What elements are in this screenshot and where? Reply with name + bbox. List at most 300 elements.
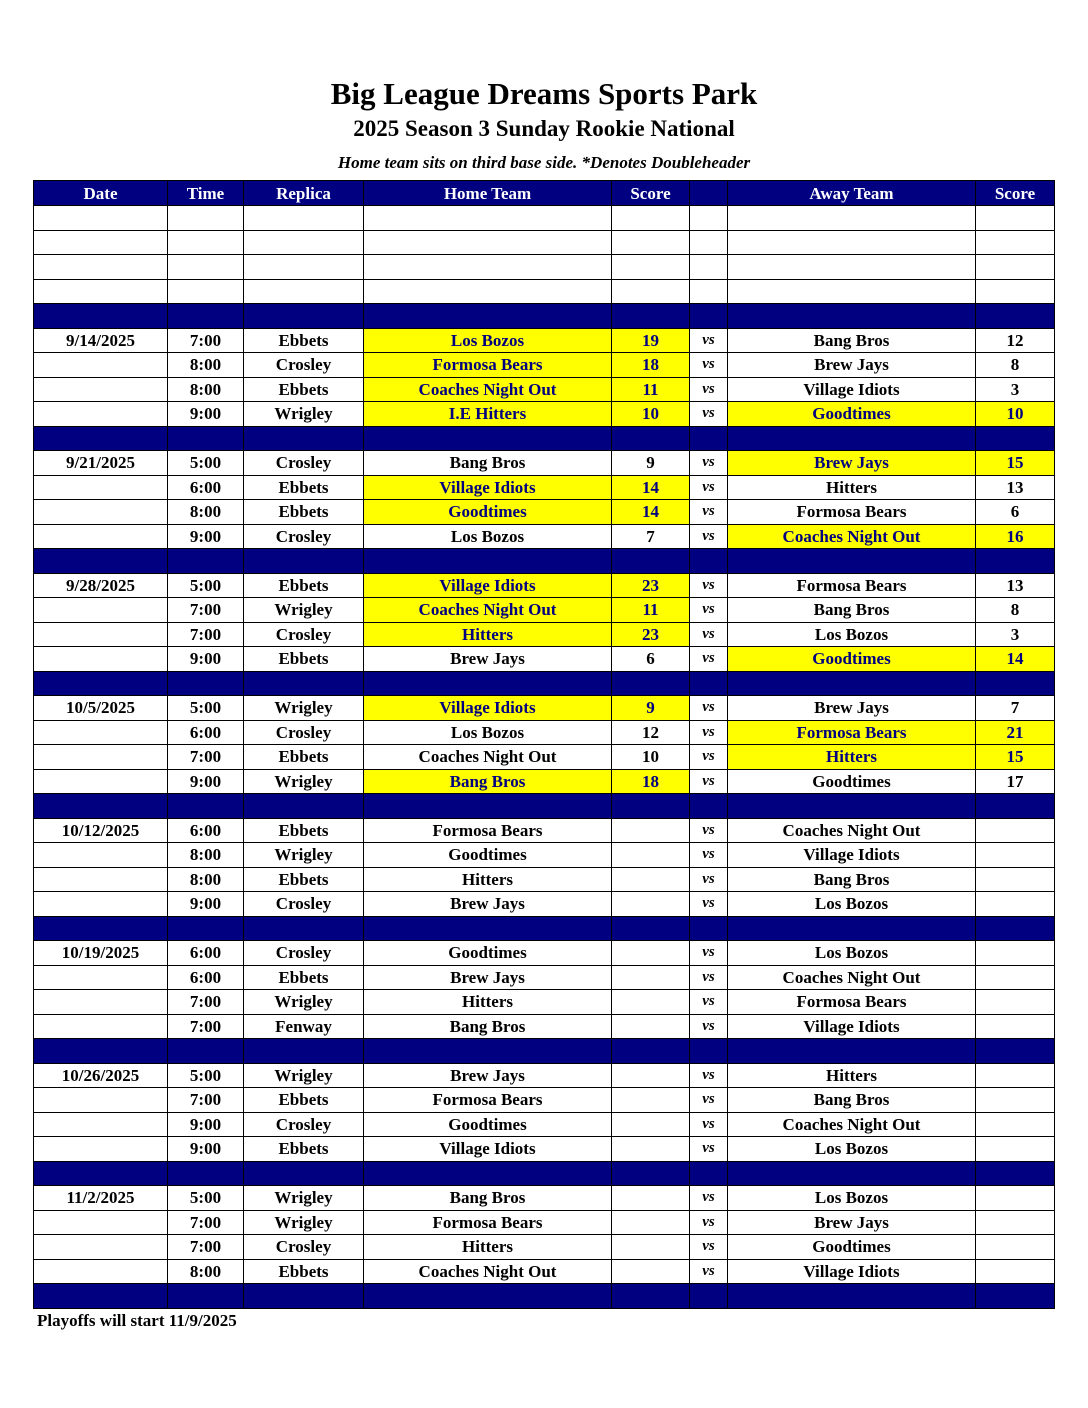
separator-cell bbox=[690, 426, 728, 451]
playoffs-note: Playoffs will start 11/9/2025 bbox=[37, 1311, 237, 1330]
schedule-table bbox=[33, 180, 1055, 1309]
blank-cell bbox=[976, 279, 1055, 304]
vs-cell: vs bbox=[690, 1210, 728, 1235]
away-team-cell: Village Idiots bbox=[728, 843, 976, 868]
date-cell: 10/19/2025 bbox=[34, 941, 168, 966]
week-separator-row bbox=[34, 794, 1055, 819]
blank-cell bbox=[728, 206, 976, 231]
home-team-cell: Hitters bbox=[364, 867, 612, 892]
replica-cell: Wrigley bbox=[244, 1186, 364, 1211]
date-cell bbox=[34, 524, 168, 549]
vs-cell: vs bbox=[690, 843, 728, 868]
home-team-cell: Coaches Night Out bbox=[364, 1259, 612, 1284]
time-cell: 8:00 bbox=[168, 353, 244, 378]
time-cell: 8:00 bbox=[168, 843, 244, 868]
separator-cell bbox=[364, 304, 612, 329]
replica-cell: Wrigley bbox=[244, 598, 364, 623]
blank-cell bbox=[364, 206, 612, 231]
away-team-cell: Bang Bros bbox=[728, 328, 976, 353]
col-time-header: Time bbox=[168, 181, 244, 206]
time-cell: 5:00 bbox=[168, 573, 244, 598]
replica-cell: Ebbets bbox=[244, 500, 364, 525]
separator-cell bbox=[364, 426, 612, 451]
separator-cell bbox=[728, 1161, 976, 1186]
away-score-cell: 15 bbox=[976, 451, 1055, 476]
separator-cell bbox=[612, 549, 690, 574]
vs-cell: vs bbox=[690, 1137, 728, 1162]
date-cell bbox=[34, 1210, 168, 1235]
away-score-cell: 10 bbox=[976, 402, 1055, 427]
replica-cell: Ebbets bbox=[244, 647, 364, 672]
home-team-cell: Los Bozos bbox=[364, 328, 612, 353]
replica-cell: Wrigley bbox=[244, 1210, 364, 1235]
time-cell: 7:00 bbox=[168, 598, 244, 623]
game-row bbox=[34, 1063, 1055, 1088]
game-row bbox=[34, 402, 1055, 427]
blank-cell bbox=[34, 255, 168, 280]
time-cell: 6:00 bbox=[168, 720, 244, 745]
away-score-cell: 8 bbox=[976, 353, 1055, 378]
away-score-cell: 3 bbox=[976, 377, 1055, 402]
away-score-cell bbox=[976, 1235, 1055, 1260]
vs-cell: vs bbox=[690, 867, 728, 892]
vs-cell: vs bbox=[690, 451, 728, 476]
separator-cell bbox=[690, 304, 728, 329]
game-row bbox=[34, 941, 1055, 966]
time-cell: 8:00 bbox=[168, 377, 244, 402]
date-cell: 9/21/2025 bbox=[34, 451, 168, 476]
separator-cell bbox=[364, 1039, 612, 1064]
vs-cell: vs bbox=[690, 745, 728, 770]
home-team-cell: Bang Bros bbox=[364, 1186, 612, 1211]
away-team-cell: Village Idiots bbox=[728, 1014, 976, 1039]
game-row bbox=[34, 769, 1055, 794]
separator-cell bbox=[244, 304, 364, 329]
game-row bbox=[34, 451, 1055, 476]
time-cell: 6:00 bbox=[168, 941, 244, 966]
date-cell: 9/14/2025 bbox=[34, 328, 168, 353]
vs-cell: vs bbox=[690, 647, 728, 672]
blank-cell bbox=[364, 279, 612, 304]
separator-cell bbox=[728, 304, 976, 329]
time-cell: 9:00 bbox=[168, 769, 244, 794]
vs-cell: vs bbox=[690, 598, 728, 623]
separator-cell bbox=[244, 671, 364, 696]
separator-cell bbox=[244, 1284, 364, 1309]
replica-cell: Ebbets bbox=[244, 1137, 364, 1162]
time-cell: 6:00 bbox=[168, 475, 244, 500]
away-team-cell: Coaches Night Out bbox=[728, 524, 976, 549]
home-score-cell: 10 bbox=[612, 745, 690, 770]
blank-cell bbox=[728, 230, 976, 255]
replica-cell: Ebbets bbox=[244, 573, 364, 598]
separator-cell bbox=[364, 671, 612, 696]
away-team-cell: Goodtimes bbox=[728, 647, 976, 672]
time-cell: 8:00 bbox=[168, 1259, 244, 1284]
blank-cell bbox=[168, 279, 244, 304]
separator-cell bbox=[728, 1284, 976, 1309]
separator-cell bbox=[728, 1039, 976, 1064]
blank-cell bbox=[612, 206, 690, 231]
separator-cell bbox=[728, 794, 976, 819]
away-team-cell: Formosa Bears bbox=[728, 720, 976, 745]
home-score-cell: 9 bbox=[612, 696, 690, 721]
game-row bbox=[34, 475, 1055, 500]
away-score-cell bbox=[976, 1186, 1055, 1211]
separator-cell bbox=[364, 794, 612, 819]
home-score-cell bbox=[612, 1088, 690, 1113]
separator-cell bbox=[976, 671, 1055, 696]
separator-cell bbox=[168, 549, 244, 574]
date-cell bbox=[34, 769, 168, 794]
away-score-cell bbox=[976, 941, 1055, 966]
away-score-cell: 21 bbox=[976, 720, 1055, 745]
home-team-cell: Brew Jays bbox=[364, 1063, 612, 1088]
home-team-cell: Bang Bros bbox=[364, 451, 612, 476]
col-vs-header bbox=[690, 181, 728, 206]
date-cell bbox=[34, 843, 168, 868]
home-team-cell: Formosa Bears bbox=[364, 1088, 612, 1113]
blank-cell bbox=[168, 255, 244, 280]
replica-cell: Ebbets bbox=[244, 965, 364, 990]
blank-cell bbox=[34, 230, 168, 255]
blank-cell bbox=[34, 206, 168, 231]
time-cell: 9:00 bbox=[168, 892, 244, 917]
home-team-cell: Los Bozos bbox=[364, 524, 612, 549]
home-team-cell: Formosa Bears bbox=[364, 818, 612, 843]
replica-cell: Crosley bbox=[244, 622, 364, 647]
home-score-cell: 11 bbox=[612, 598, 690, 623]
home-score-cell: 18 bbox=[612, 353, 690, 378]
away-score-cell bbox=[976, 990, 1055, 1015]
blank-row bbox=[34, 230, 1055, 255]
away-team-cell: Los Bozos bbox=[728, 622, 976, 647]
home-score-cell bbox=[612, 1112, 690, 1137]
separator-cell bbox=[34, 549, 168, 574]
week-separator-row bbox=[34, 426, 1055, 451]
home-team-cell: Village Idiots bbox=[364, 696, 612, 721]
game-row bbox=[34, 1186, 1055, 1211]
time-cell: 7:00 bbox=[168, 990, 244, 1015]
game-row bbox=[34, 353, 1055, 378]
vs-cell: vs bbox=[690, 573, 728, 598]
vs-cell: vs bbox=[690, 696, 728, 721]
blank-row bbox=[34, 279, 1055, 304]
replica-cell: Crosley bbox=[244, 524, 364, 549]
away-score-cell bbox=[976, 1112, 1055, 1137]
blank-cell bbox=[612, 255, 690, 280]
col-away-score-header: Score bbox=[976, 181, 1055, 206]
separator-cell bbox=[34, 916, 168, 941]
away-team-cell: Los Bozos bbox=[728, 941, 976, 966]
separator-cell bbox=[612, 1284, 690, 1309]
away-score-cell: 3 bbox=[976, 622, 1055, 647]
home-score-cell bbox=[612, 818, 690, 843]
away-score-cell bbox=[976, 1259, 1055, 1284]
vs-cell: vs bbox=[690, 475, 728, 500]
blank-cell bbox=[728, 279, 976, 304]
game-row bbox=[34, 622, 1055, 647]
home-score-cell bbox=[612, 843, 690, 868]
home-team-cell: Village Idiots bbox=[364, 573, 612, 598]
game-row bbox=[34, 598, 1055, 623]
blank-cell bbox=[244, 206, 364, 231]
home-team-cell: Coaches Night Out bbox=[364, 745, 612, 770]
game-row bbox=[34, 720, 1055, 745]
home-score-cell bbox=[612, 941, 690, 966]
game-row bbox=[34, 1137, 1055, 1162]
time-cell: 7:00 bbox=[168, 1210, 244, 1235]
separator-cell bbox=[244, 1161, 364, 1186]
away-score-cell bbox=[976, 1137, 1055, 1162]
home-score-cell bbox=[612, 1014, 690, 1039]
game-row bbox=[34, 328, 1055, 353]
date-cell bbox=[34, 402, 168, 427]
home-team-cell: Formosa Bears bbox=[364, 353, 612, 378]
date-cell bbox=[34, 647, 168, 672]
vs-cell: vs bbox=[690, 1186, 728, 1211]
separator-cell bbox=[244, 426, 364, 451]
game-row bbox=[34, 1014, 1055, 1039]
time-cell: 5:00 bbox=[168, 451, 244, 476]
date-cell bbox=[34, 1112, 168, 1137]
blank-cell bbox=[244, 255, 364, 280]
away-team-cell: Brew Jays bbox=[728, 1210, 976, 1235]
away-score-cell: 8 bbox=[976, 598, 1055, 623]
away-team-cell: Bang Bros bbox=[728, 598, 976, 623]
date-cell bbox=[34, 990, 168, 1015]
replica-cell: Crosley bbox=[244, 451, 364, 476]
replica-cell: Wrigley bbox=[244, 769, 364, 794]
game-row bbox=[34, 500, 1055, 525]
blank-cell bbox=[976, 255, 1055, 280]
separator-cell bbox=[976, 1161, 1055, 1186]
date-cell bbox=[34, 1235, 168, 1260]
time-cell: 7:00 bbox=[168, 622, 244, 647]
away-score-cell: 13 bbox=[976, 573, 1055, 598]
replica-cell: Crosley bbox=[244, 1235, 364, 1260]
col-date-header: Date bbox=[34, 181, 168, 206]
week-separator-row bbox=[34, 1284, 1055, 1309]
blank-cell bbox=[168, 230, 244, 255]
separator-cell bbox=[168, 794, 244, 819]
date-cell: 10/26/2025 bbox=[34, 1063, 168, 1088]
week-separator-row bbox=[34, 671, 1055, 696]
away-team-cell: Hitters bbox=[728, 1063, 976, 1088]
away-team-cell: Goodtimes bbox=[728, 402, 976, 427]
week-separator-row bbox=[34, 916, 1055, 941]
separator-cell bbox=[690, 671, 728, 696]
separator-cell bbox=[728, 549, 976, 574]
separator-cell bbox=[728, 916, 976, 941]
time-cell: 5:00 bbox=[168, 1063, 244, 1088]
time-cell: 9:00 bbox=[168, 647, 244, 672]
separator-cell bbox=[168, 916, 244, 941]
replica-cell: Wrigley bbox=[244, 843, 364, 868]
separator-cell bbox=[612, 916, 690, 941]
vs-cell: vs bbox=[690, 328, 728, 353]
away-team-cell: Coaches Night Out bbox=[728, 1112, 976, 1137]
separator-cell bbox=[244, 794, 364, 819]
col-replica-header: Replica bbox=[244, 181, 364, 206]
time-cell: 7:00 bbox=[168, 328, 244, 353]
home-score-cell bbox=[612, 1063, 690, 1088]
separator-cell bbox=[612, 1161, 690, 1186]
season-subtitle: 2025 Season 3 Sunday Rookie National bbox=[353, 116, 735, 141]
date-cell bbox=[34, 500, 168, 525]
away-score-cell: 14 bbox=[976, 647, 1055, 672]
home-score-cell bbox=[612, 1186, 690, 1211]
week-separator-row bbox=[34, 1039, 1055, 1064]
replica-cell: Ebbets bbox=[244, 328, 364, 353]
home-score-cell: 19 bbox=[612, 328, 690, 353]
away-team-cell: Formosa Bears bbox=[728, 990, 976, 1015]
game-row bbox=[34, 1088, 1055, 1113]
away-team-cell: Brew Jays bbox=[728, 696, 976, 721]
separator-cell bbox=[612, 794, 690, 819]
week-separator-row bbox=[34, 1161, 1055, 1186]
away-team-cell: Coaches Night Out bbox=[728, 965, 976, 990]
game-row bbox=[34, 818, 1055, 843]
away-team-cell: Formosa Bears bbox=[728, 500, 976, 525]
blank-cell bbox=[690, 279, 728, 304]
schedule-note: Home team sits on third base side. *Denotes Doubleheader bbox=[337, 153, 751, 172]
separator-cell bbox=[690, 1039, 728, 1064]
replica-cell: Crosley bbox=[244, 941, 364, 966]
home-team-cell: Goodtimes bbox=[364, 500, 612, 525]
schedule-body bbox=[34, 206, 1055, 1309]
vs-cell: vs bbox=[690, 353, 728, 378]
home-score-cell bbox=[612, 867, 690, 892]
game-row bbox=[34, 1259, 1055, 1284]
date-cell bbox=[34, 598, 168, 623]
separator-cell bbox=[364, 916, 612, 941]
vs-cell: vs bbox=[690, 720, 728, 745]
game-row bbox=[34, 867, 1055, 892]
away-score-cell bbox=[976, 892, 1055, 917]
home-score-cell: 10 bbox=[612, 402, 690, 427]
replica-cell: Wrigley bbox=[244, 696, 364, 721]
home-score-cell: 14 bbox=[612, 500, 690, 525]
vs-cell: vs bbox=[690, 818, 728, 843]
time-cell: 8:00 bbox=[168, 867, 244, 892]
replica-cell: Ebbets bbox=[244, 377, 364, 402]
away-score-cell bbox=[976, 867, 1055, 892]
separator-cell bbox=[976, 794, 1055, 819]
separator-cell bbox=[34, 426, 168, 451]
separator-cell bbox=[168, 1039, 244, 1064]
date-cell bbox=[34, 867, 168, 892]
away-team-cell: Los Bozos bbox=[728, 892, 976, 917]
away-team-cell: Bang Bros bbox=[728, 1088, 976, 1113]
blank-cell bbox=[612, 279, 690, 304]
blank-cell bbox=[728, 255, 976, 280]
home-score-cell: 12 bbox=[612, 720, 690, 745]
away-team-cell: Bang Bros bbox=[728, 867, 976, 892]
separator-cell bbox=[976, 549, 1055, 574]
home-score-cell: 23 bbox=[612, 622, 690, 647]
home-team-cell: Los Bozos bbox=[364, 720, 612, 745]
time-cell: 9:00 bbox=[168, 1137, 244, 1162]
home-score-cell: 9 bbox=[612, 451, 690, 476]
date-cell bbox=[34, 1088, 168, 1113]
game-row bbox=[34, 745, 1055, 770]
away-score-cell: 16 bbox=[976, 524, 1055, 549]
replica-cell: Ebbets bbox=[244, 1088, 364, 1113]
blank-cell bbox=[690, 255, 728, 280]
blank-cell bbox=[168, 206, 244, 231]
home-team-cell: Bang Bros bbox=[364, 1014, 612, 1039]
vs-cell: vs bbox=[690, 941, 728, 966]
blank-cell bbox=[976, 206, 1055, 231]
away-team-cell: Goodtimes bbox=[728, 1235, 976, 1260]
home-team-cell: I.E Hitters bbox=[364, 402, 612, 427]
game-row bbox=[34, 696, 1055, 721]
game-row bbox=[34, 965, 1055, 990]
game-row bbox=[34, 1210, 1055, 1235]
game-row bbox=[34, 1235, 1055, 1260]
replica-cell: Crosley bbox=[244, 720, 364, 745]
vs-cell: vs bbox=[690, 892, 728, 917]
replica-cell: Wrigley bbox=[244, 1063, 364, 1088]
home-team-cell: Goodtimes bbox=[364, 941, 612, 966]
replica-cell: Ebbets bbox=[244, 818, 364, 843]
vs-cell: vs bbox=[690, 1088, 728, 1113]
away-score-cell: 6 bbox=[976, 500, 1055, 525]
blank-cell bbox=[364, 255, 612, 280]
game-row bbox=[34, 990, 1055, 1015]
date-cell: 10/12/2025 bbox=[34, 818, 168, 843]
vs-cell: vs bbox=[690, 524, 728, 549]
separator-cell bbox=[168, 671, 244, 696]
game-row bbox=[34, 524, 1055, 549]
away-score-cell bbox=[976, 843, 1055, 868]
away-score-cell: 15 bbox=[976, 745, 1055, 770]
away-team-cell: Coaches Night Out bbox=[728, 818, 976, 843]
home-score-cell bbox=[612, 1235, 690, 1260]
away-score-cell: 13 bbox=[976, 475, 1055, 500]
home-team-cell: Hitters bbox=[364, 1235, 612, 1260]
away-team-cell: Los Bozos bbox=[728, 1137, 976, 1162]
page-title: Big League Dreams Sports Park bbox=[330, 76, 758, 111]
date-cell bbox=[34, 622, 168, 647]
separator-cell bbox=[34, 671, 168, 696]
away-team-cell: Village Idiots bbox=[728, 377, 976, 402]
time-cell: 5:00 bbox=[168, 696, 244, 721]
time-cell: 8:00 bbox=[168, 500, 244, 525]
game-row bbox=[34, 843, 1055, 868]
separator-cell bbox=[690, 1161, 728, 1186]
blank-cell bbox=[690, 230, 728, 255]
replica-cell: Crosley bbox=[244, 1112, 364, 1137]
blank-cell bbox=[244, 279, 364, 304]
home-team-cell: Coaches Night Out bbox=[364, 377, 612, 402]
away-team-cell: Goodtimes bbox=[728, 769, 976, 794]
home-team-cell: Village Idiots bbox=[364, 1137, 612, 1162]
col-away-team-header: Away Team bbox=[728, 181, 976, 206]
week-separator-row bbox=[34, 304, 1055, 329]
separator-cell bbox=[244, 549, 364, 574]
time-cell: 9:00 bbox=[168, 524, 244, 549]
home-team-cell: Goodtimes bbox=[364, 1112, 612, 1137]
vs-cell: vs bbox=[690, 500, 728, 525]
blank-cell bbox=[364, 230, 612, 255]
time-cell: 7:00 bbox=[168, 1088, 244, 1113]
replica-cell: Wrigley bbox=[244, 990, 364, 1015]
separator-cell bbox=[364, 549, 612, 574]
home-team-cell: Goodtimes bbox=[364, 843, 612, 868]
vs-cell: vs bbox=[690, 622, 728, 647]
